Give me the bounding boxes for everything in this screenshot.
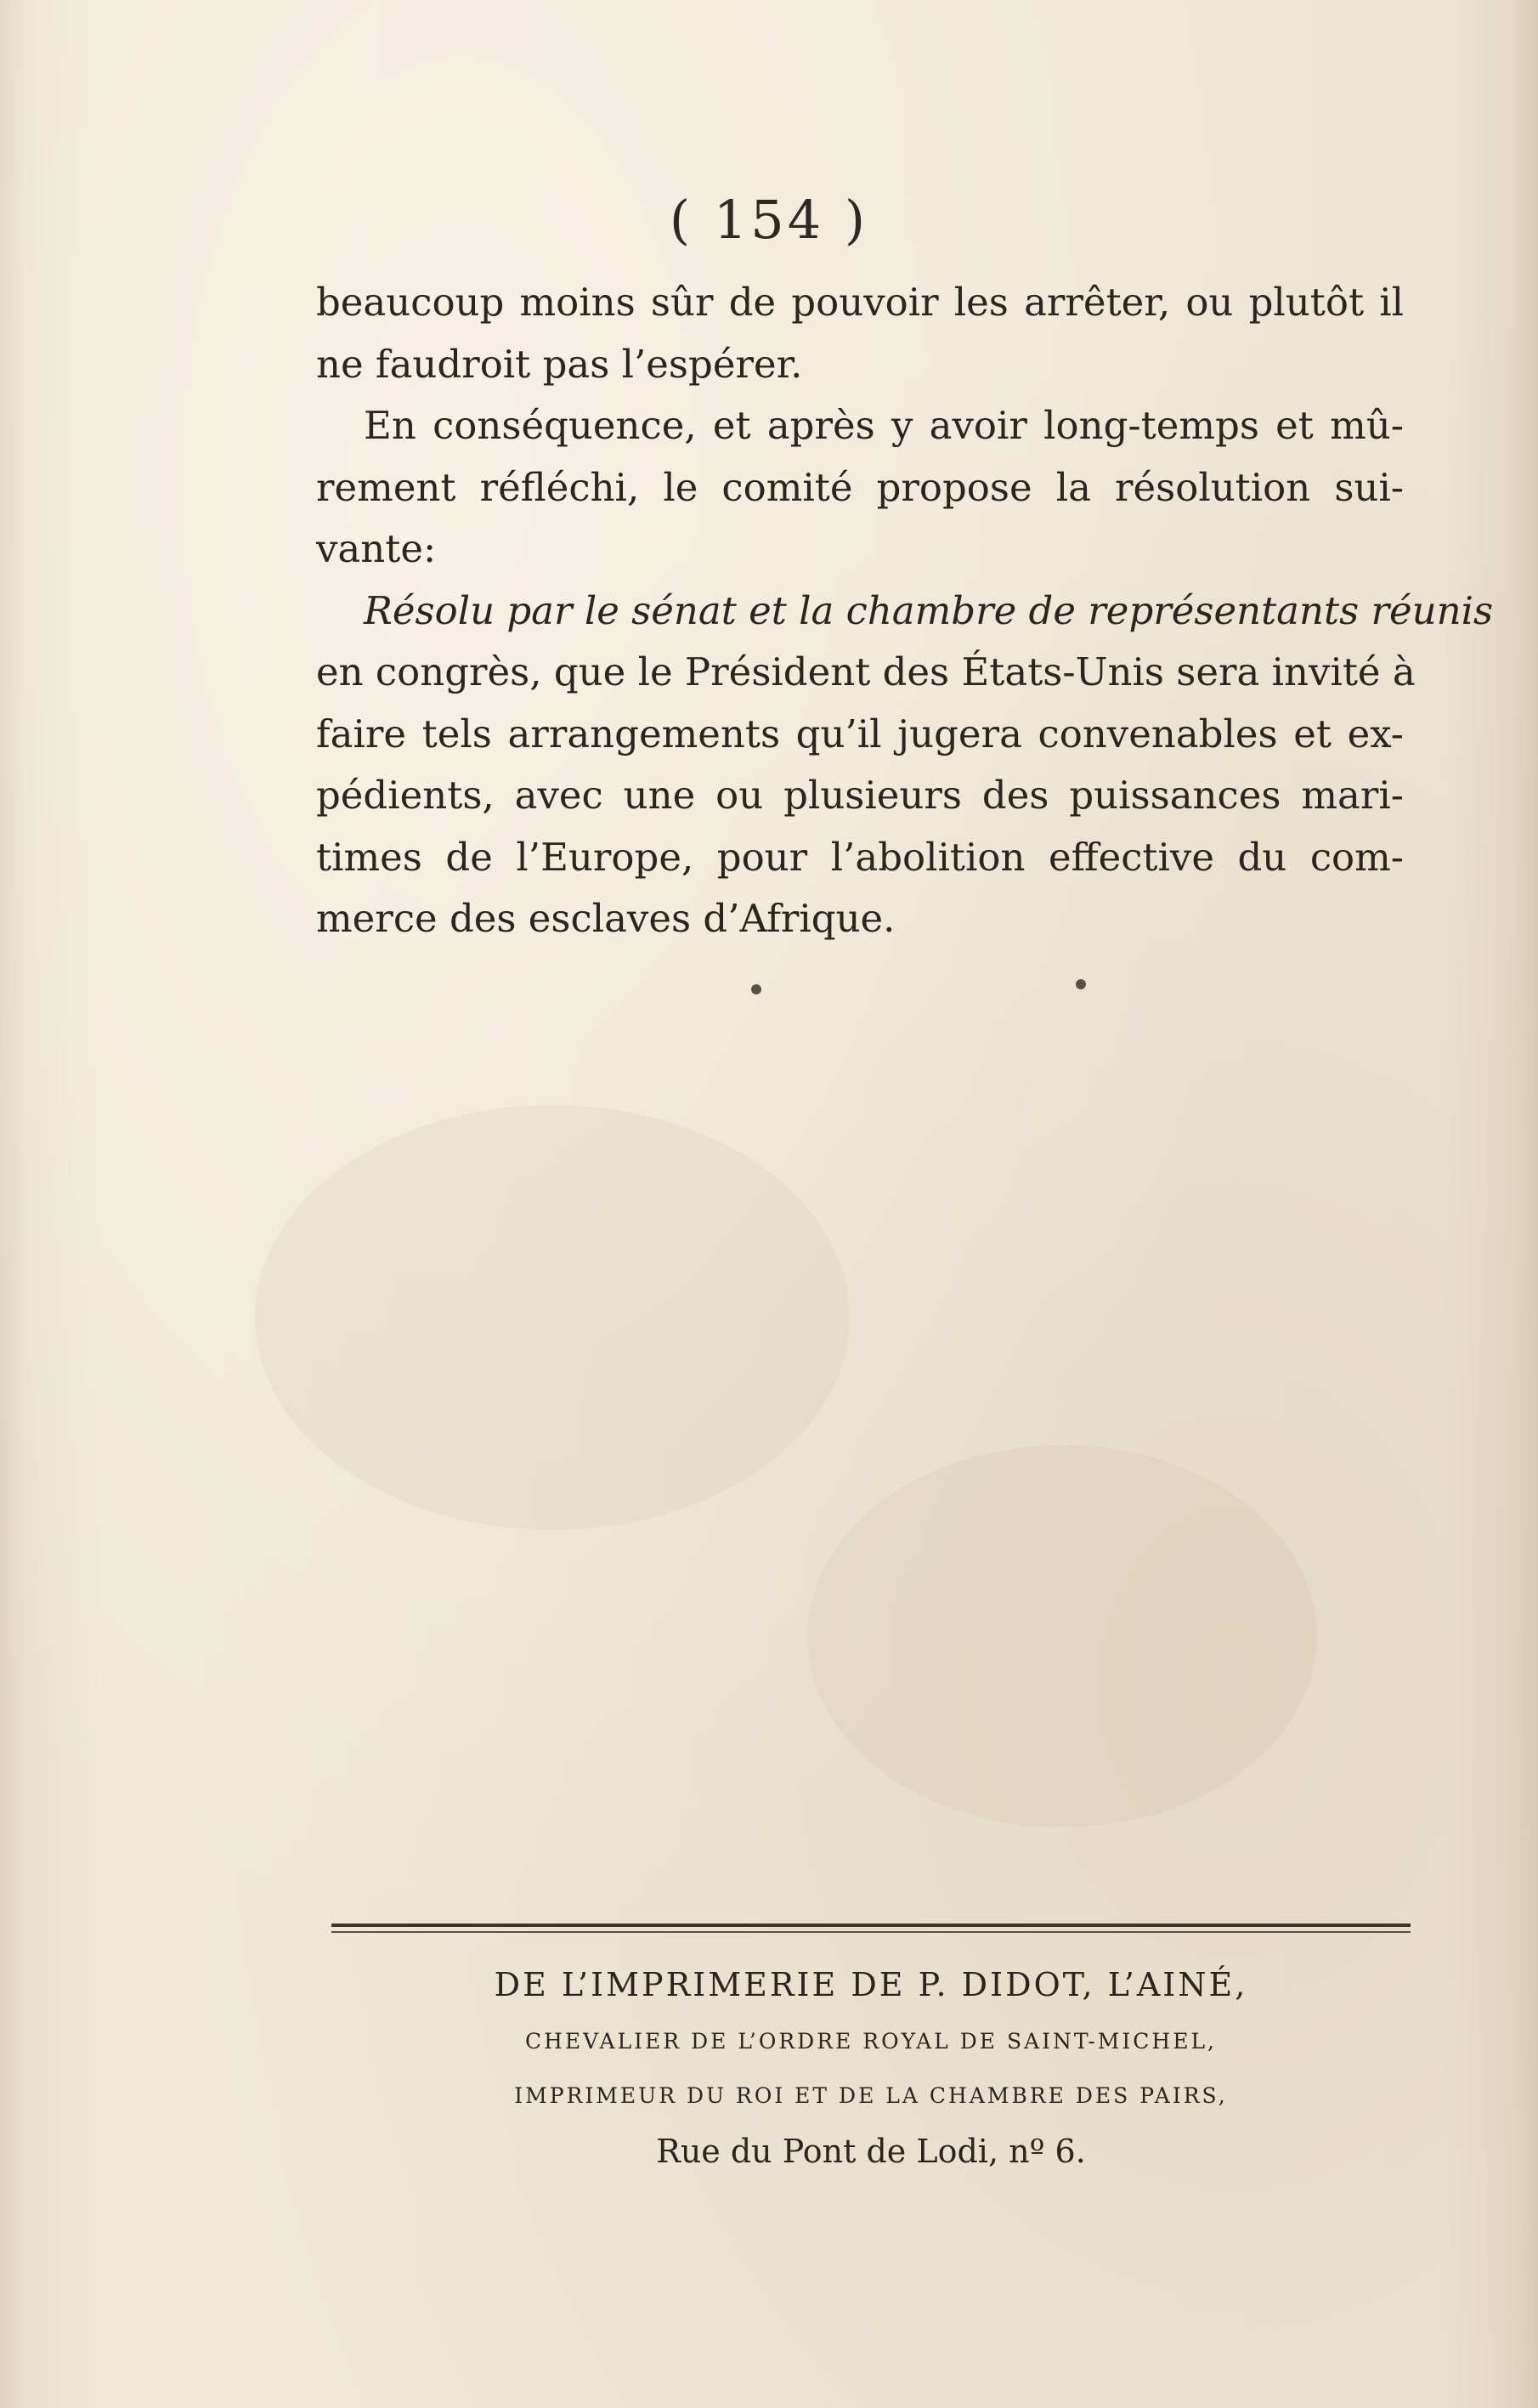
text-line: times de l’Europe, pour l’abolition effective du com- bbox=[316, 834, 1404, 880]
colophon-address: Rue du Pont de Lodi, nº 6. bbox=[656, 2133, 1086, 2170]
paper-stain bbox=[255, 1105, 850, 1530]
printer-colophon bbox=[306, 1955, 1436, 2179]
text-line: ne faudroit pas l’espérer. bbox=[316, 341, 803, 387]
stray-ink-marks bbox=[0, 977, 1538, 1011]
text-line: pédients, avec une ou plusieurs des puissances mari- bbox=[316, 773, 1404, 818]
colophon-rule-thick bbox=[331, 1924, 1411, 1927]
resolution-heading-line: Résolu par le sénat et la chambre de représentants réunis bbox=[364, 587, 1494, 633]
text-line: faire tels arrangements qu’il jugera convenables et ex- bbox=[316, 711, 1404, 756]
text-line: merce des esclaves d’Afrique. bbox=[316, 896, 896, 941]
colophon-printer: DE L’IMPRIMERIE DE P. DIDOT, L’AINÉ, bbox=[494, 1966, 1248, 2003]
text-line: beaucoup moins sûr de pouvoir les arrêter, ou plutôt il bbox=[316, 280, 1404, 325]
text-line: rement réfléchi, le comité propose la résolution sui- bbox=[316, 464, 1404, 510]
paper-stain bbox=[807, 1445, 1317, 1827]
page-number: ( 154 ) bbox=[669, 189, 869, 251]
ink-dot bbox=[751, 984, 761, 994]
text-line: En conséquence, et après y avoir long-temps et mû- bbox=[364, 403, 1404, 448]
colophon-title: CHEVALIER DE L’ORDRE ROYAL DE SAINT-MICHEL, bbox=[524, 2029, 1218, 2054]
colophon-office: IMPRIMEUR DU ROI ET DE LA CHAMBRE DES PAIRS, bbox=[514, 2083, 1228, 2108]
body-text bbox=[316, 272, 1494, 950]
colophon-rule-thin bbox=[331, 1931, 1411, 1933]
text-line: vante: bbox=[316, 526, 437, 571]
text-line: en congrès, que le Président des États-Unis sera invité à bbox=[316, 649, 1416, 694]
ink-dot bbox=[1076, 979, 1086, 989]
